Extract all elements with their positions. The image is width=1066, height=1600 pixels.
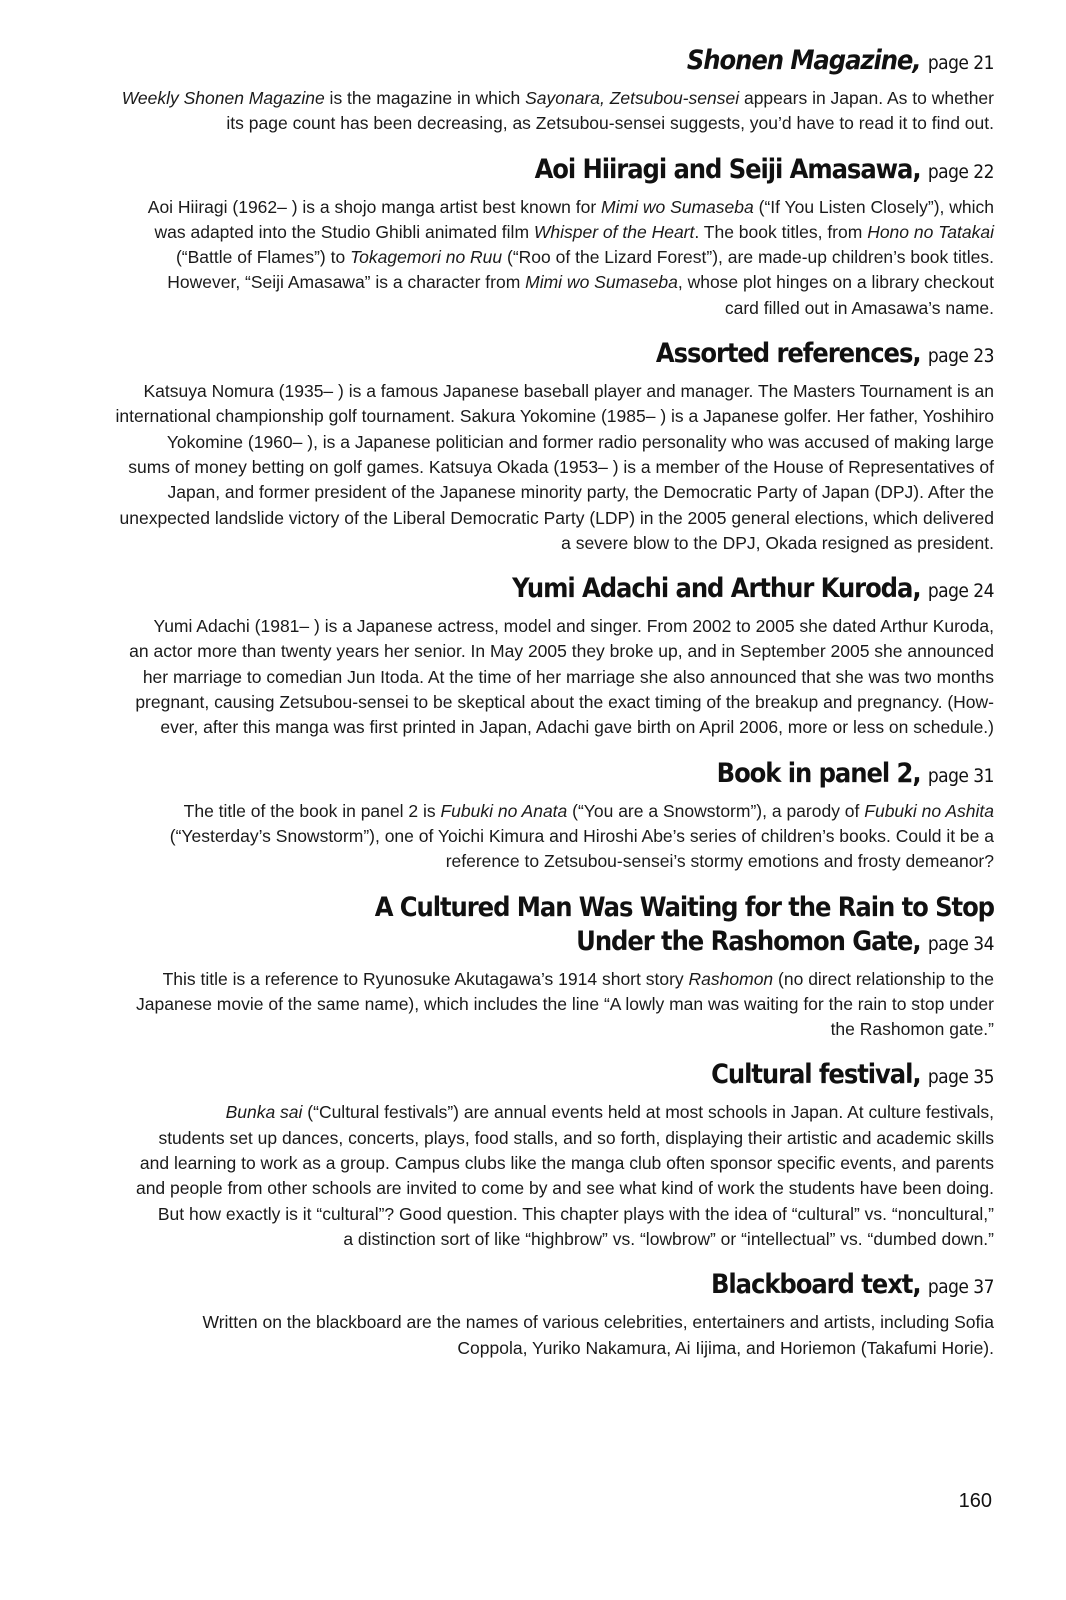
entry-page-ref: page 24 — [927, 580, 994, 603]
italic-title: Rashomon — [688, 968, 774, 989]
entry-heading — [146, 891, 994, 961]
entry-heading — [146, 1058, 994, 1094]
italic-title: Hono no Tatakai — [867, 221, 994, 242]
italic-title: Sayonara, Zetsubou-sensei — [525, 88, 740, 108]
entry-heading — [146, 1268, 994, 1304]
glossary-entry — [52, 891, 994, 1043]
italic-title: Fubuki no Ashita — [864, 800, 994, 821]
entry-body: Katsuya Nomura (1935– ) is a famous Japanese baseball player and manager. The Masters Tournament is an international championship golf tournament. Sakura Yokomine (1985– ) is a Japanese golfer. Her father, Yoshihiro Yokomine (1960– ), is a Japanese politician and former radio personality who was accused of making large sums of money betting on golf games. Katsuya Okada (1953– ) is a member of the House of Representatives of Japan, and former president of the Japanese minority party, the Democratic Party of Japan (DPJ). After the unexpected landslide victory of the Liberal Democratic Party (LDP) in the 2005 general elections, which delivered a severe blow to the DPJ, Okada resigned as president. — [115, 381, 994, 553]
glossary-entry — [52, 1268, 994, 1361]
italic-title: Mimi wo Sumaseba — [525, 272, 678, 293]
glossary-entry — [52, 44, 994, 137]
italic-title: Whisper of the Heart — [533, 221, 695, 242]
page-number: 160 — [958, 1490, 992, 1512]
entry-page-ref: page 21 — [927, 52, 994, 74]
italic-title: Fubuki no Anata — [440, 800, 568, 821]
entry-body: Written on the blackboard are the names of various celebrities, entertainers and artists, including Sofia Coppola, Yuriko Nakamura, Ai Iijima, and Horiemon (Takafumi Horie). — [202, 1312, 994, 1358]
entry-body: Aoi Hiiragi (1962– ) is a shojo manga artist best known for Mimi wo Sumaseba (“If You Listen Closely”), which was adapted into the Studio Ghibli animated film Whisper of the Heart. The book titles, from Hono no Tatakai (“Battle of Flames”) to Tokagemori no Ruu (“Roo of the Lizard Forest”), are made-up children’s book titles. However, “Seiji Amasawa” is a character from Mimi wo Sumaseba, whose plot hinges on a library checkout card filled out in Amasawa’s name. — [147, 196, 994, 318]
entry-heading — [146, 153, 994, 189]
entry-heading-text: Aoi Hiiragi and Seiji Amasawa, — [534, 153, 921, 185]
glossary-entry — [52, 153, 994, 321]
entry-page-ref: page 35 — [927, 1066, 994, 1089]
entry-heading-text: Assorted references, — [655, 338, 921, 370]
entry-body: This title is a reference to Ryunosuke Akutagawa’s 1914 short story Rashomon (no direct relationship to the Japanese movie of the same name), which includes the line “A lowly man was waiting for the rain to stop under the Rashomon gate.” — [136, 968, 994, 1040]
glossary-entry — [52, 572, 994, 740]
entry-page-ref: page 23 — [927, 345, 994, 368]
entry-page-ref: page 34 — [927, 932, 994, 955]
entry-body: The title of the book in panel 2 is Fubuki no Anata (“You are a Snowstorm”), a parody of Fubuki no Ashita (“Yesterday’s Snowstorm”), one of Yoichi Kimura and Hiroshi Abe’s series of children’s books. Could it be a reference to Zetsubou-sensei’s stormy emotions and frosty demeanor? — [169, 800, 994, 872]
glossary-page — [52, 44, 994, 1377]
entry-heading — [146, 572, 994, 608]
italic-title: Weekly Shonen Magazine — [121, 88, 325, 108]
entry-heading-text: Book in panel 2, — [716, 757, 921, 789]
italic-title: Bunka sai — [225, 1102, 303, 1123]
entry-heading — [146, 44, 994, 80]
italic-title: Tokagemori no Ruu — [350, 247, 503, 268]
italic-title: Mimi wo Sumaseba — [601, 196, 754, 217]
entry-body: Yumi Adachi (1981– ) is a Japanese actress, model and singer. From 2002 to 2005 she dated Arthur Kuroda, an actor more than twenty years her senior. In May 2005 they broke up, and in September 2005 she announced her marriage to comedian Jun Itoda. At the time of her marriage she also announced that she was two months pregnant, causing Zetsubou-sensei to be skeptical about the exact timing of the breakup and pregnancy. (How- ever, after this manga was first printed in Japan, Adachi gave birth on April 2006, more or less on schedule.) — [129, 616, 994, 738]
entry-heading-text: A Cultured Man Was Waiting for the Rain to Stop Under the Rashomon Gate, — [374, 891, 994, 957]
entry-heading-text: Shonen Magazine, — [686, 45, 921, 76]
entry-heading-text: Cultural festival, — [711, 1059, 921, 1091]
entry-body: Weekly Shonen Magazine is the magazine in which Sayonara, Zetsubou-sensei appears in Japan. As to whether its page count has been decreasing, as Zetsubou-sensei suggests, you’d have to read it to find out. — [121, 88, 994, 134]
entry-page-ref: page 31 — [927, 764, 994, 787]
entry-heading — [146, 757, 994, 793]
glossary-entry — [52, 337, 994, 556]
entry-page-ref: page 37 — [927, 1276, 994, 1299]
glossary-entry — [52, 757, 994, 875]
entry-body: Bunka sai (“Cultural festivals”) are annual events held at most schools in Japan. At culture festivals, students set up dances, concerts, plays, food stalls, and so forth, displaying their artistic and academic skills and learning to work as a group. Campus clubs like the manga club often sponsor specific events, and parents and people from other schools are invited to come by and see what kind of work the students have been doing. But how exactly is it “cultural”? Good question. This chapter plays with the idea of “cultural” vs. “noncultural,” a distinction sort of like “highbrow” vs. “lowbrow” or “intellectual” vs. “dumbed down.” — [135, 1102, 994, 1249]
entry-heading — [146, 337, 994, 373]
glossary-entry — [52, 1058, 994, 1252]
entry-heading-text: Blackboard text, — [710, 1269, 921, 1301]
entry-page-ref: page 22 — [927, 160, 994, 183]
entry-heading-text: Yumi Adachi and Arthur Kuroda, — [512, 573, 921, 605]
